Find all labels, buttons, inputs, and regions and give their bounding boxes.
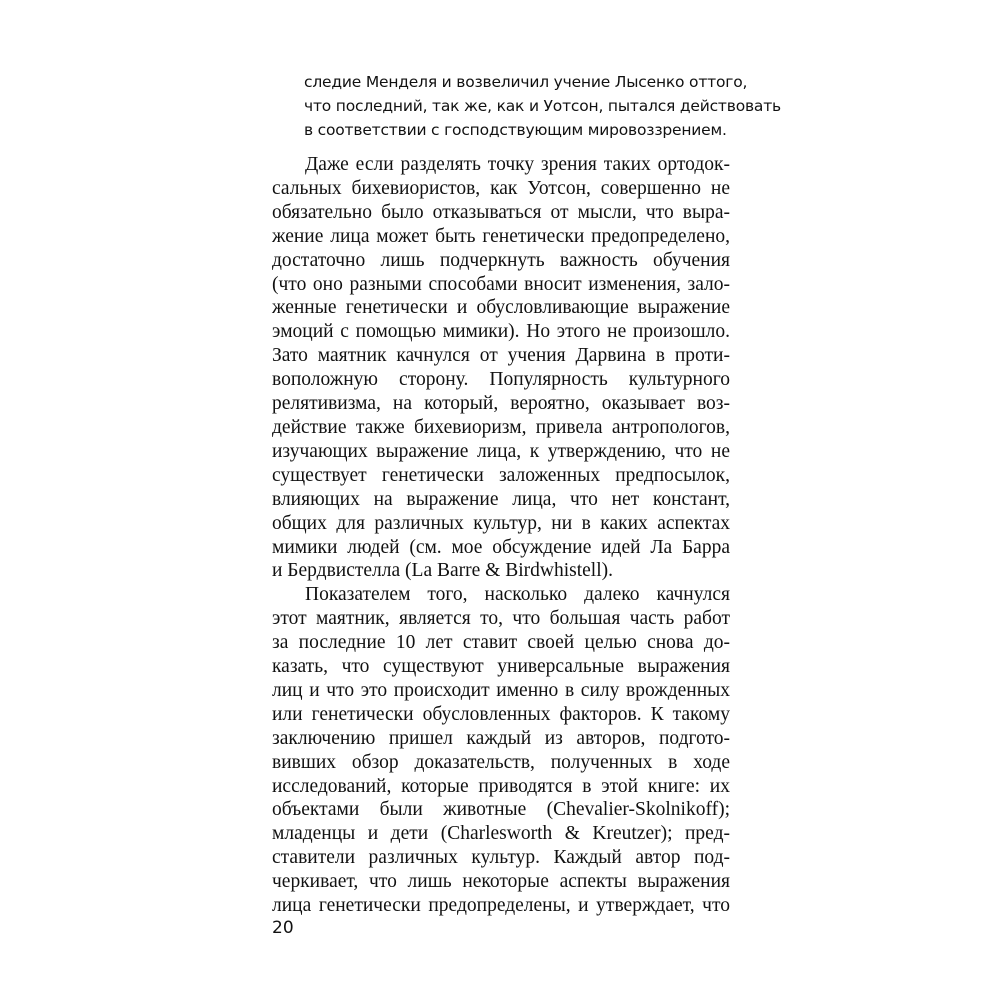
text-line: эмоций с помощью мимики). Но этого не произошло. [272,321,730,343]
text-line: Зато маятник качнулся от учения Дарвина в проти- [272,345,730,367]
text-line: за последние 10 лет ставит своей целью снова до- [272,632,730,654]
text-line: обязательно было отказываться от мысли, что выра- [272,201,730,223]
footnote-line: в соответствии с господствующим мировоззрением. [304,121,727,139]
text-line: младенцы и дети (Charlesworth & Kreutzer); пред- [272,823,730,845]
footnote-line: следие Менделя и возвеличил учение Лысенко оттого, [304,73,748,91]
text-line: (что оно разными способами вносит изменения, зало- [272,273,730,295]
text-line: общих для различных культур, ни в каких аспектах [272,512,730,534]
text-line: релятивизма, на который, вероятно, оказывает воз- [272,393,730,415]
text-line: вивших обзор доказательств, полученных в ходе [272,751,730,773]
text-line: сальных бихевиористов, как Уотсон, совершенно не [272,177,730,199]
text-line: объектами были животные (Chevalier-Skolnikoff); [272,799,730,821]
text-line: заключению пришел каждый из авторов, подгото- [272,727,730,749]
text-line: казать, что существуют универсальные выражения [272,656,730,678]
text-line: воположную сторону. Популярность культурного [272,369,730,391]
text-line: влияющих на выражение лица, что нет констант, [272,488,730,510]
footnote-line: что последний, так же, как и Уотсон, пытался действовать [304,97,781,115]
text-line: лица генетически предопределены, и утверждает, что [272,895,730,917]
text-line: исследований, которые приводятся в этой книге: их [272,775,730,797]
text-line: черкивает, что лишь некоторые аспекты выражения [272,871,730,893]
text-line: и Бердвистелла (La Barre & Birdwhistell). [272,560,613,582]
text-line: изучающих выражение лица, к утверждению, что не [272,440,730,462]
text-line: Даже если разделять точку зрения таких ортодок- [305,154,730,175]
text-line: этот маятник, является то, что большая часть работ [272,608,730,630]
text-line: жение лица может быть генетически предопределено, [272,225,730,247]
text-line: Показателем того, насколько далеко качнулся [305,584,730,606]
text-line: лиц и что это происходит именно в силу врожденных [272,679,730,701]
text-line: мимики людей (см. мое обсуждение идей Ла Барра [272,536,730,558]
text-line: ставители различных культур. Каждый автор под- [272,847,730,869]
page-number: 20 [272,918,294,938]
text-line: существует генетически заложенных предпосылок, [272,464,730,486]
main-text [272,153,730,918]
paragraph-2 [272,583,730,918]
footnote-text [304,70,781,142]
text-line: достаточно лишь подчеркнуть важность обучения [272,249,730,271]
text-line: действие также бихевиоризм, привела антропологов, [272,416,730,438]
paragraph-1 [272,153,730,583]
text-line: женные генетически и обусловливающие выражение [272,297,730,319]
text-line: или генетически обусловленных факторов. К такому [272,703,730,725]
